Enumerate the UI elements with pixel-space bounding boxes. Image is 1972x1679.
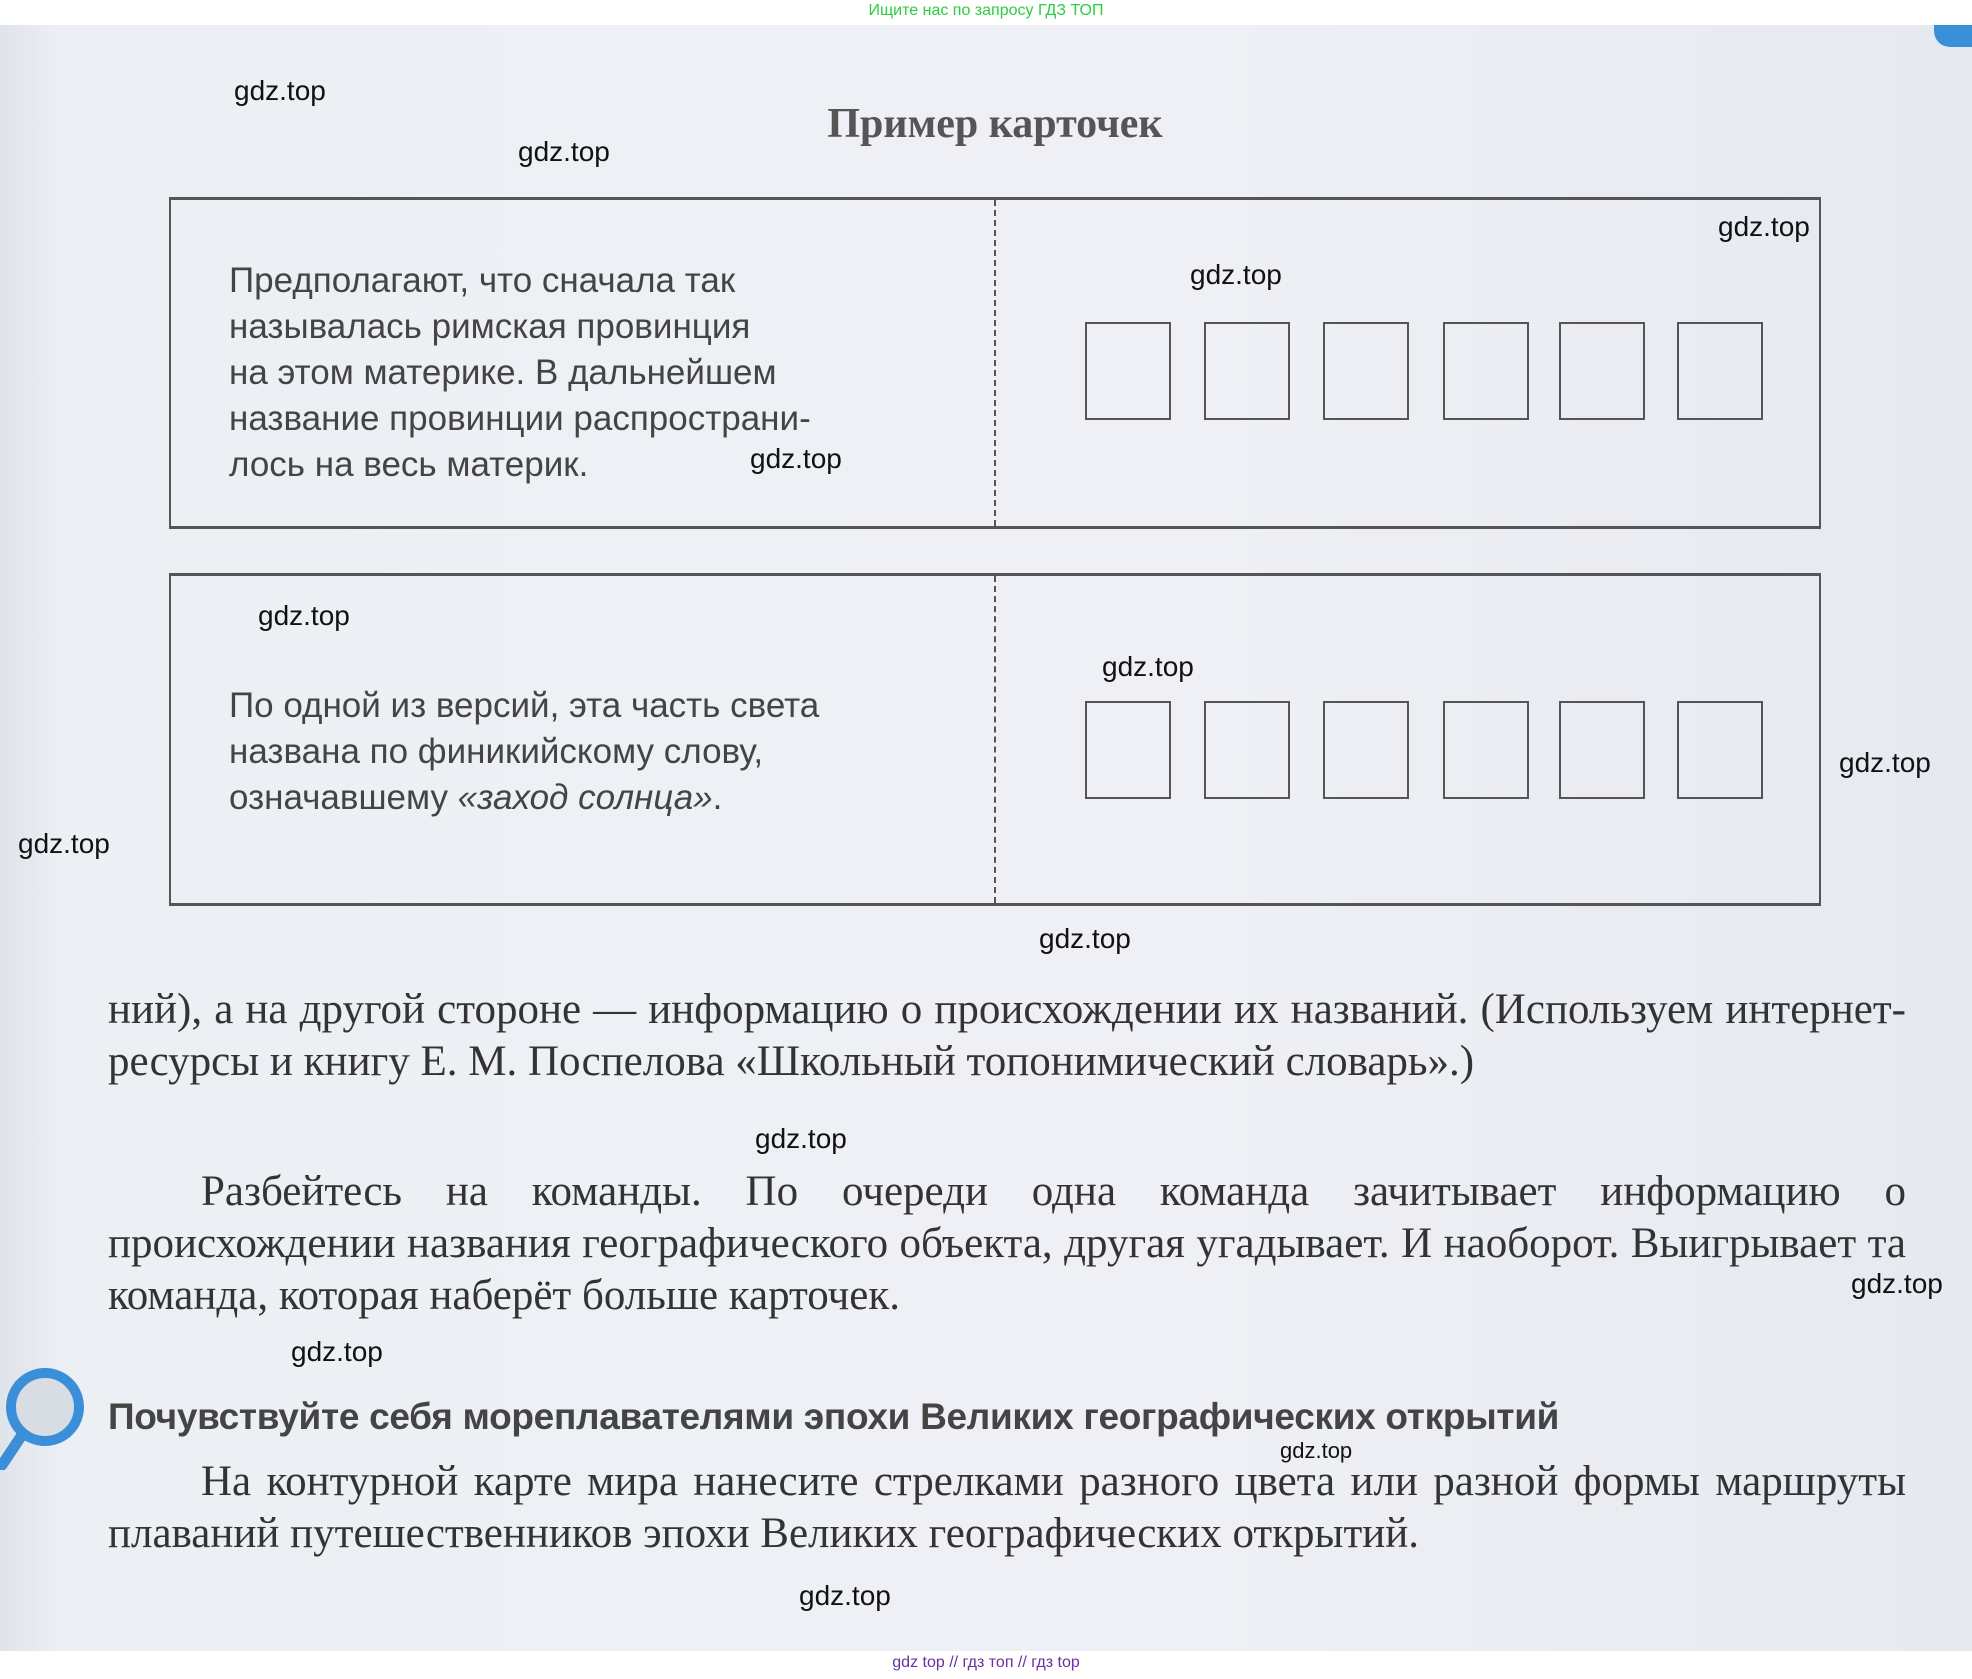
fold-line <box>994 200 996 526</box>
watermark: gdz.top <box>234 75 326 106</box>
watermark: gdz.top <box>1102 651 1194 682</box>
clue-line: называлась римская провинция <box>229 307 751 346</box>
clue-line: названа по финикийскому слову, <box>229 732 764 771</box>
card-clue-text <box>229 258 811 488</box>
watermark: gdz.top <box>1039 923 1131 954</box>
card-clue-text <box>229 683 819 821</box>
letter-box <box>1204 701 1290 799</box>
clue-text: означавшему <box>229 778 458 817</box>
watermark: gdz.top <box>1851 1268 1943 1299</box>
watermark: gdz.top <box>1839 747 1931 778</box>
letter-box <box>1323 701 1409 799</box>
letter-box <box>1085 701 1171 799</box>
magnifier-icon <box>0 1365 90 1470</box>
watermark: gdz.top <box>1280 1438 1353 1463</box>
letter-box <box>1677 322 1763 420</box>
clue-line: на этом материке. В дальнейшем <box>229 353 777 392</box>
watermark: gdz.top <box>750 443 842 474</box>
paragraph: Разбейтесь на команды. По очереди одна команда зачитывает информацию о происхождении названия географического объекта, другая угадывает. И наоборот. Выигрывает та команда, которая наберёт больше карточек. <box>108 1168 1906 1319</box>
watermark: gdz.top <box>799 1580 891 1611</box>
clue-line: Предполагают, что сначала так <box>229 261 736 300</box>
letter-box <box>1323 322 1409 420</box>
page-title: Пример карточек <box>827 101 1163 147</box>
example-card-1 <box>169 197 1821 529</box>
letter-box <box>1443 701 1529 799</box>
fold-line <box>994 576 996 903</box>
letter-box <box>1443 322 1529 420</box>
letter-box <box>1559 701 1645 799</box>
paragraph: На контурной карте мира нанесите стрелками разного цвета или разной формы маршруты плаваний путешественников эпохи Великих географических открытий. <box>108 1458 1906 1557</box>
paragraph: ний), а на другой стороне — информацию о происхождении их названий. (Используем интернет-ресурсы и книгу Е. М. Поспелова «Школьный топонимический словарь».) <box>108 986 1906 1085</box>
watermark: gdz.top <box>1718 211 1810 242</box>
letter-box <box>1559 322 1645 420</box>
clue-quote: «заход солнца» <box>457 778 713 817</box>
top-banner: Ищите нас по запросу ГДЗ ТОП <box>868 2 1104 19</box>
clue-line: название провинции распространи- <box>229 399 811 438</box>
watermark: gdz.top <box>258 600 350 631</box>
clue-line: лось на весь материк. <box>229 445 589 484</box>
watermark: gdz.top <box>1190 259 1282 290</box>
watermark: gdz.top <box>291 1336 383 1367</box>
watermark: gdz.top <box>18 828 110 859</box>
letter-box <box>1204 322 1290 420</box>
section-heading: Почувствуйте себя мореплавателями эпохи Великих географических открытий <box>108 1396 1560 1437</box>
watermark: gdz.top <box>518 136 610 167</box>
clue-line <box>229 775 819 821</box>
example-card-2 <box>169 573 1821 906</box>
letter-box <box>1085 322 1171 420</box>
clue-line: По одной из версий, эта часть света <box>229 686 820 725</box>
watermark: gdz.top <box>755 1123 847 1154</box>
footer-watermark: gdz top // гдз топ // гдз top <box>892 1654 1080 1671</box>
letter-box <box>1677 701 1763 799</box>
page-corner-tab <box>1934 25 1972 47</box>
clue-text: . <box>712 778 723 817</box>
